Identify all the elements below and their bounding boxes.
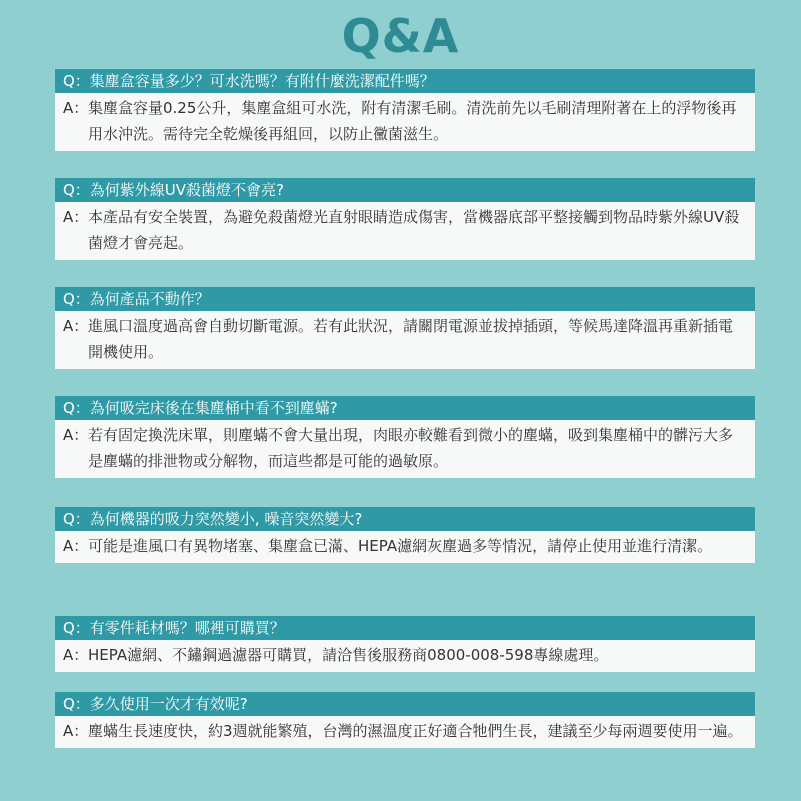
qa-block (55, 287, 755, 369)
answer: 塵蟎生長速度快，約3週就能繁殖，台灣的濕溫度正好適合牠們生長，建議至少每兩週要使用一遍。 (88, 722, 743, 740)
answer-box (55, 420, 755, 478)
answer: 本產品有安全裝置，為避免殺菌燈光直射眼睛造成傷害，當機器底部平整接觸到物品時紫外線UV殺菌燈才會亮起。 (88, 208, 740, 252)
question: Q：有零件耗材嗎？哪裡可購買？ (55, 616, 755, 640)
qa-block (55, 616, 755, 672)
question: Q：為何機器的吸力突然變小, 噪音突然變大? (55, 507, 755, 531)
answer-prefix: A： (63, 646, 89, 664)
answer-box (55, 531, 755, 563)
answer-prefix: A： (63, 722, 89, 740)
page-title: Q&A (341, 9, 460, 63)
answer-prefix: A： (63, 208, 89, 226)
qa-block (55, 178, 755, 260)
answer-prefix: A： (63, 426, 89, 444)
question: Q：多久使用一次才有效呢? (55, 692, 755, 716)
answer-box (55, 311, 755, 369)
qa-block (55, 507, 755, 563)
qa-block (55, 396, 755, 478)
answer: HEPA濾網、不鏽鋼過濾器可購買，請洽售後服務商0800-008-598專線處理。 (88, 646, 609, 664)
question: Q：集塵盒容量多少？可水洗嗎？有附什麼洗潔配件嗎？ (55, 69, 755, 93)
answer-prefix: A： (63, 99, 89, 117)
answer-box (55, 202, 755, 260)
answer-box (55, 716, 755, 748)
answer-box (55, 93, 755, 151)
qa-block (55, 69, 755, 151)
answer: 進風口溫度過高會自動切斷電源。若有此狀況，請關閉電源並拔掉插頭，等候馬達降溫再重新插電開機使用。 (88, 317, 734, 361)
answer: 可能是進風口有異物堵塞、集塵盒已滿、HEPA濾網灰塵過多等情況，請停止使用並進行清潔。 (88, 537, 713, 555)
answer-prefix: A： (63, 537, 89, 555)
answer-prefix: A： (63, 317, 89, 335)
answer-box (55, 640, 755, 672)
question: Q：為何紫外線UV殺菌燈不會亮? (55, 178, 755, 202)
qa-block (55, 692, 755, 748)
answer: 若有固定換洗床單，則塵蟎不會大量出現，肉眼亦較難看到微小的塵蟎，吸到集塵桶中的髒污大多是塵蟎的排泄物或分解物，而這些都是可能的過敏原。 (88, 426, 734, 470)
question: Q：為何吸完床後在集塵桶中看不到塵蟎? (55, 396, 755, 420)
answer: 集塵盒容量0.25公升，集塵盒組可水洗，附有清潔毛刷。清洗前先以毛刷清理附著在上的浮物後再用水沖洗。需待完全乾燥後再組回，以防止黴菌滋生。 (88, 99, 737, 143)
question: Q：為何產品不動作？ (55, 287, 755, 311)
